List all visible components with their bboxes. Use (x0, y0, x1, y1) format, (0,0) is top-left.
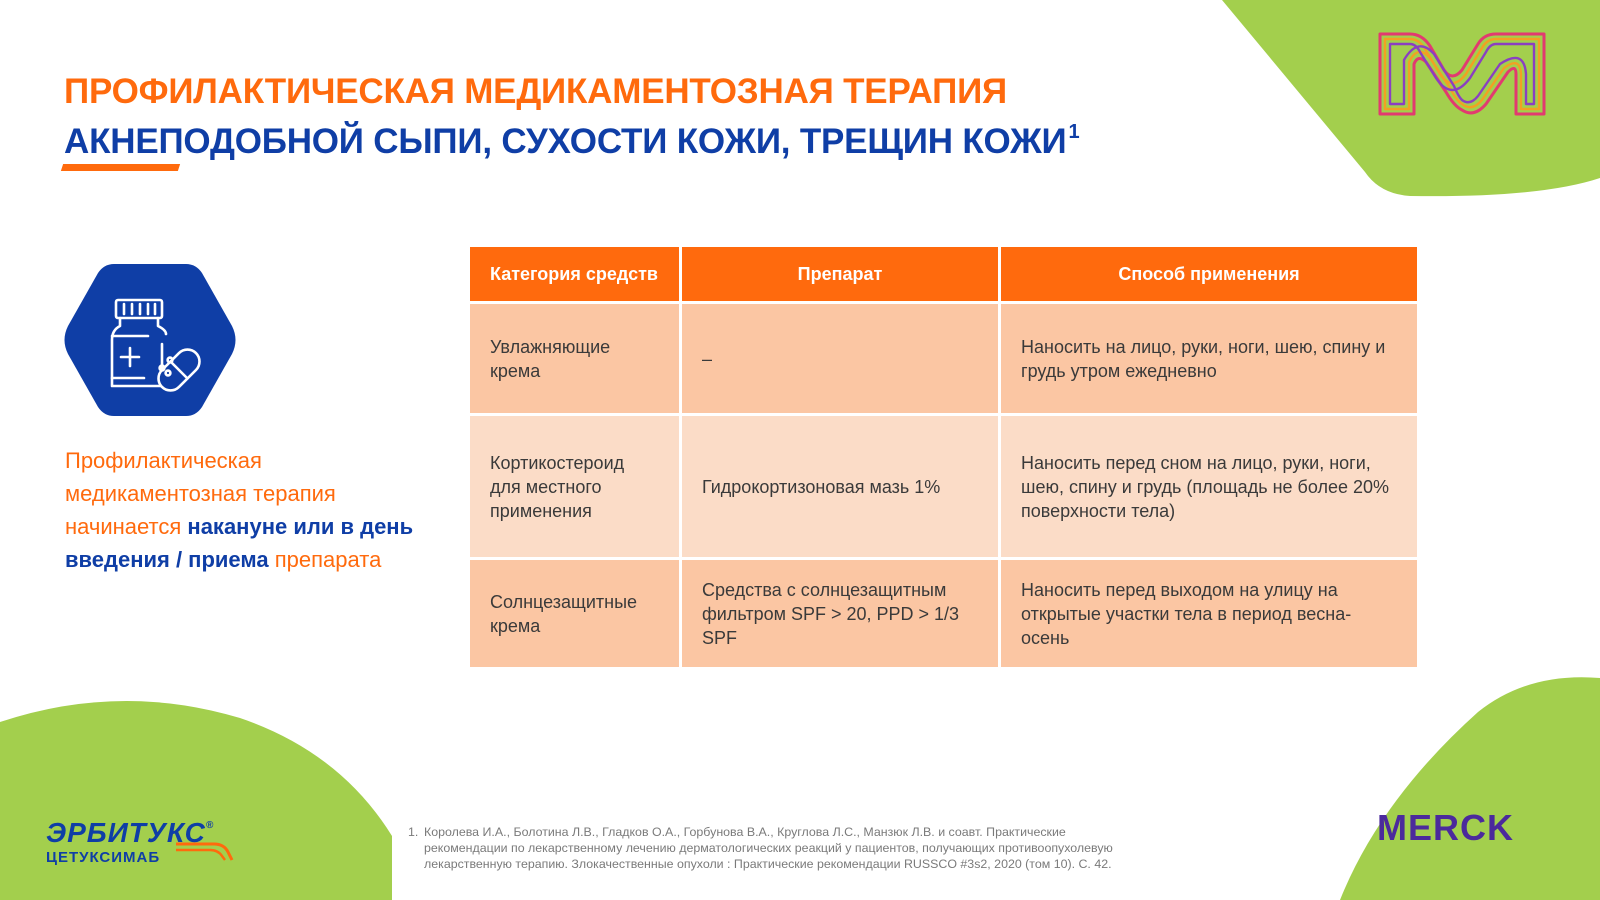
footnote-number: 1. (408, 825, 419, 839)
table-row (469, 415, 1419, 559)
erbitux-registered-mark: ® (205, 820, 215, 831)
medicine-bottle-pills-icon (62, 260, 238, 420)
footnote-line-2: рекомендации по лекарственному лечению дерматологических реакций у пациентов, получающих противоопухолевую (424, 841, 1113, 855)
side-note (65, 444, 425, 576)
side-note-emphasis: накануне или в день введения / приема (65, 514, 414, 572)
merck-wordmark: MERCK (1377, 807, 1514, 848)
page-title (64, 72, 1079, 162)
cell-category: Увлажняющие крема (469, 303, 681, 415)
footnote-line-1-text: Королева И.А., Болотина Л.В., Гладков О.А., Горбунова В.А., Круглова Л.С., Манзюк Л.В. и соавт. Практические (424, 825, 1066, 839)
title-line-1: ПРОФИЛАКТИЧЕСКАЯ МЕДИКАМЕНТОЗНАЯ ТЕРАПИЯ (64, 72, 1007, 111)
title-line-2-text: АКНЕПОДОБНОЙ СЫПИ, СУХОСТИ КОЖИ, ТРЕЩИН КОЖИ (64, 122, 1067, 161)
cell-category: Кортикостероид для местного применения (469, 415, 681, 559)
title-line-2 (64, 112, 1079, 162)
bottom-left-green-shape (0, 701, 392, 900)
table-row (469, 303, 1419, 415)
cell-usage: Наносить перед сном на лицо, руки, ноги, шею, спину и грудь (площадь не более 20% поверхности тела) (1000, 415, 1419, 559)
side-note-text-after: препарата (268, 547, 382, 572)
footnote-line-1 (408, 824, 1188, 840)
header-usage: Способ применения (1000, 246, 1419, 303)
cell-drug: Гидрокортизоновая мазь 1% (681, 415, 1000, 559)
footnote (408, 824, 1188, 872)
erbitux-swoosh-icon (174, 838, 234, 862)
header-category: Категория средств (469, 246, 681, 303)
title-footnote-ref: 1 (1068, 121, 1080, 143)
footnote-line-3: лекарственную терапию. Злокачественные опухоли : Практические рекомендации RUSSCO #3s2, 2020 (том 10). С. 42. (424, 857, 1112, 871)
table-header-row (469, 246, 1419, 303)
table-row (469, 559, 1419, 669)
cell-usage: Наносить перед выходом на улицу на открытые участки тела в период весна-осень (1000, 559, 1419, 669)
title-underline (61, 164, 180, 171)
cell-drug: – (681, 303, 1000, 415)
cell-usage: Наносить на лицо, руки, ноги, шею, спину и грудь утром ежедневно (1000, 303, 1419, 415)
therapy-table (467, 244, 1420, 670)
header-drug: Препарат (681, 246, 1000, 303)
erbitux-subtitle: ЦЕТУКСИМАБ (46, 849, 161, 866)
side-note-text-before: Профилактическая медикаментозная терапия начинается (65, 448, 336, 539)
erbitux-name-text: ЭРБИТУКС (46, 817, 206, 848)
merck-m-logo-icon (1374, 30, 1550, 120)
erbitux-logo (46, 812, 214, 866)
bottom-right-green-shape (1340, 677, 1600, 900)
cell-category: Солнцезащитные крема (469, 559, 681, 669)
cell-drug: Средства с солнцезащитным фильтром SPF > 20, PPD > 1/3 SPF (681, 559, 1000, 669)
